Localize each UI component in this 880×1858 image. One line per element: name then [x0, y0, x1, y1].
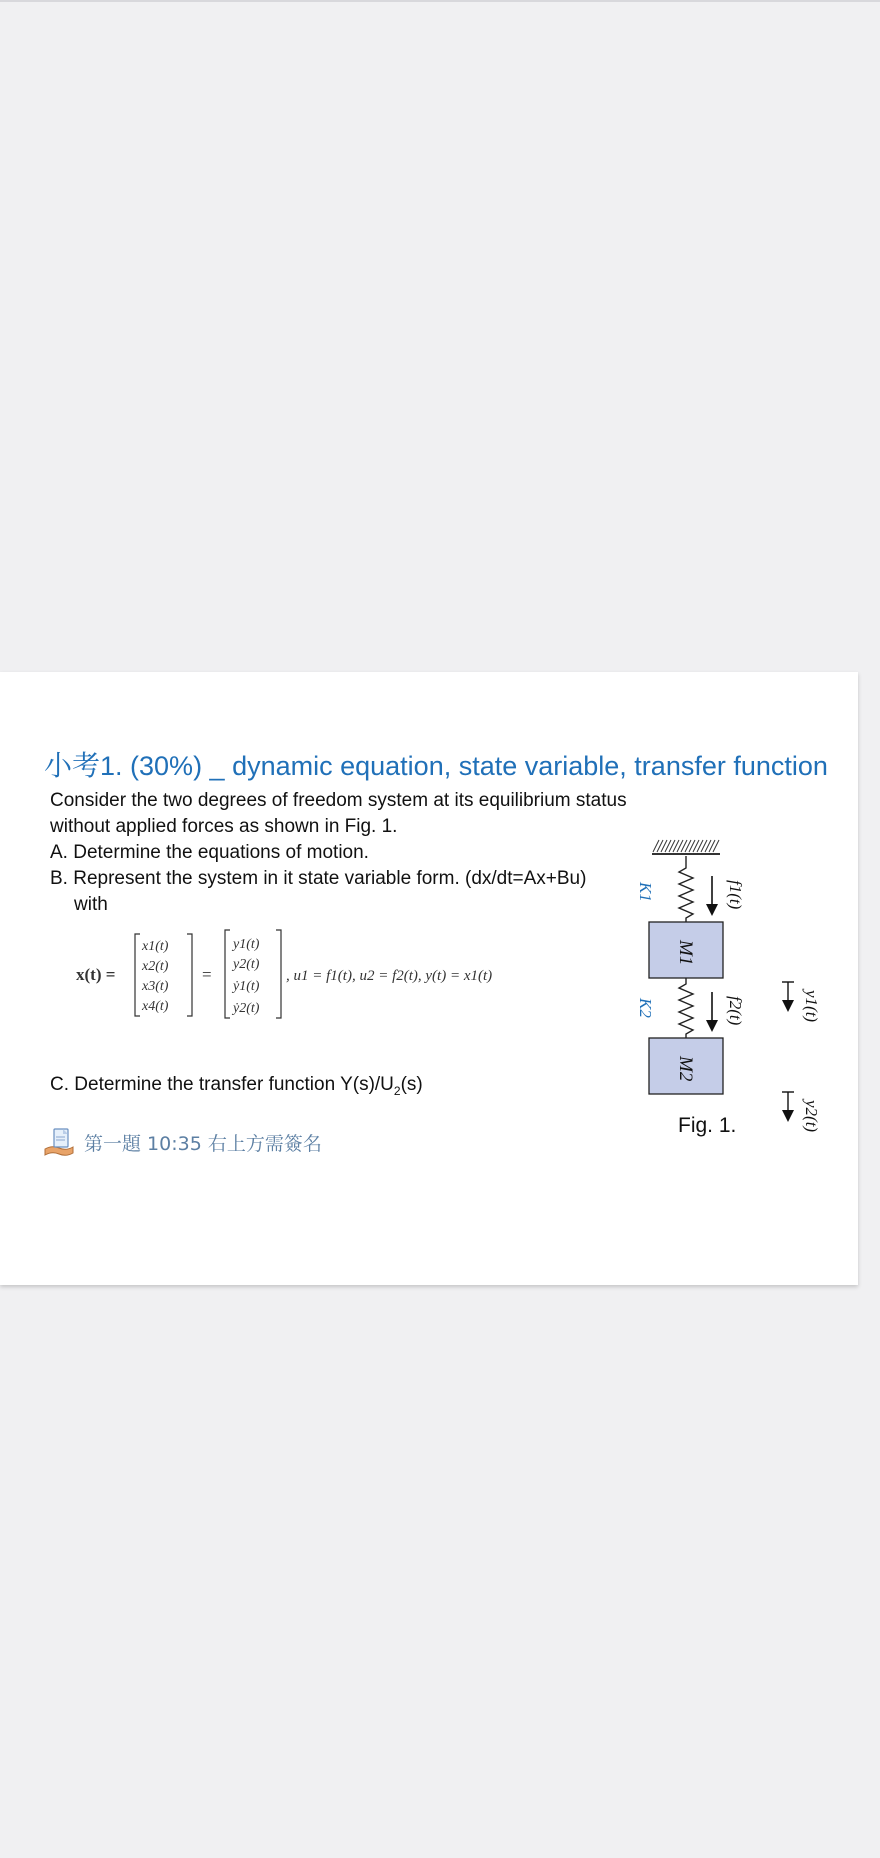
part-c-text: C. Determine the transfer function Y(s)/U	[50, 1074, 394, 1095]
y-vector-bracket-left	[225, 930, 230, 1018]
part-c	[50, 1074, 423, 1098]
label-f2: f2(t)	[726, 996, 745, 1026]
x-vector-bracket-left	[135, 934, 140, 1016]
label-y2: y2(t)	[802, 1100, 821, 1133]
displacement-arrow-y2	[782, 1092, 794, 1122]
problem-statement	[50, 788, 670, 918]
force-arrow-f1	[706, 876, 718, 916]
equation-lhs: x(t) =	[76, 965, 116, 984]
label-y1: y1(t)	[802, 990, 821, 1023]
quiz-title-rest: 1. (30%) _ dynamic equation, state variable, transfer function	[100, 751, 828, 781]
x-vector-3: x3(t)	[142, 979, 169, 994]
quiz-title-cjk: 小考	[44, 749, 101, 782]
label-k2: K2	[636, 998, 655, 1018]
force-arrow-f2	[706, 992, 718, 1032]
equation-equals: =	[202, 965, 212, 984]
x-vector-2: x2(t)	[142, 959, 169, 974]
x-vector-1: x1(t)	[142, 939, 169, 954]
displacement-arrow-y1	[782, 982, 794, 1012]
part-c-subscript: 2	[393, 1083, 401, 1098]
spring-k1	[679, 856, 693, 922]
equation-tail: , u1 = f1(t), u2 = f2(t), y(t) = x1(t)	[286, 968, 493, 984]
signature-note-text: 第一題 10:35 右上方需簽名	[84, 1132, 322, 1155]
note-icon	[42, 1125, 76, 1159]
part-b-with: with	[74, 894, 108, 915]
y-vector-3: ẏ1(t)	[233, 979, 260, 994]
spring-k2	[679, 978, 693, 1038]
part-b: B. Represent the system in it state variable form. (dx/dt=Ax+Bu)	[50, 868, 587, 889]
part-c-end: (s)	[400, 1074, 423, 1095]
label-f1: f1(t)	[726, 880, 745, 910]
y-vector-4: ẏ2(t)	[233, 1001, 260, 1016]
y-vector-2: y2(t)	[233, 957, 260, 972]
ground-hatch	[652, 840, 720, 854]
part-a: A. Determine the equations of motion.	[50, 842, 369, 863]
statement-line-2: without applied forces as shown in Fig. 1.	[50, 816, 398, 837]
statement-line-1: Consider the two degrees of freedom system at its equilibrium status	[50, 790, 627, 811]
label-m2: M2	[675, 1056, 696, 1082]
y-vector-1: y1(t)	[233, 937, 260, 952]
top-divider	[0, 0, 880, 2]
state-equation	[76, 924, 596, 1029]
signature-note	[42, 1124, 322, 1160]
x-vector-bracket-right	[187, 934, 192, 1016]
figure-caption: Fig. 1.	[678, 1114, 737, 1137]
x-vector-4: x4(t)	[142, 999, 169, 1014]
quiz-title	[44, 744, 828, 784]
y-vector-bracket-right	[276, 930, 281, 1018]
mass-spring-diagram	[630, 834, 840, 1159]
label-k1: K1	[636, 882, 655, 902]
label-m1: M1	[675, 940, 696, 966]
